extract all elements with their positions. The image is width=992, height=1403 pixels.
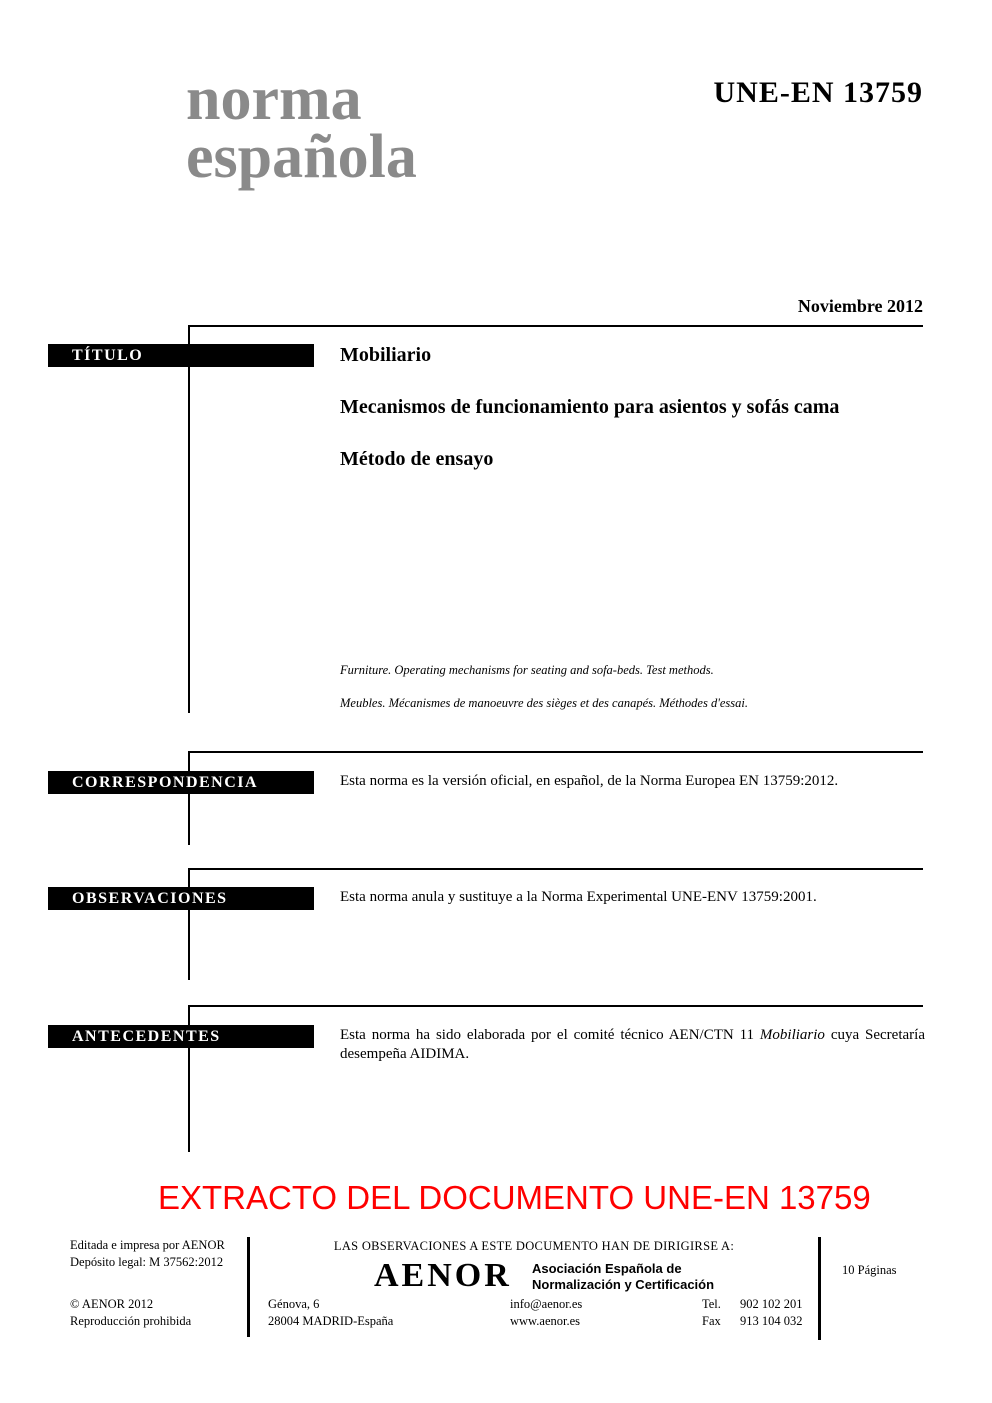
aenor-org-line-1: Asociación Española de	[532, 1261, 682, 1276]
title-french: Meubles. Mécanismes de manoeuvre des sièges et des canapés. Méthodes d'essai.	[340, 696, 749, 710]
footer-deposit-line: Depósito legal: M 37562:2012	[70, 1255, 224, 1269]
footer-publisher-line: Editada e impresa por AENOR	[70, 1238, 225, 1252]
footer-divider-right	[818, 1237, 821, 1340]
correspondencia-text: Esta norma es la versión oficial, en español, de la Norma Europea EN 13759:2012.	[340, 773, 839, 789]
footer-notice: LAS OBSERVACIONES A ESTE DOCUMENTO HAN DE DIRIGIRSE A:	[333, 1239, 735, 1253]
footer-tel-number: 902 102 201	[740, 1297, 803, 1311]
footer-fax-label: Fax	[702, 1314, 721, 1328]
antecedentes-label: ANTECEDENTES	[72, 1027, 221, 1045]
footer-copyright-block	[70, 1296, 191, 1330]
footer-fax-number: 913 104 032	[740, 1314, 803, 1328]
antecedentes-text-before: Esta norma ha sido elaborada por el comité técnico AEN/CTN 11	[340, 1027, 760, 1043]
aenor-org-name	[532, 1261, 714, 1293]
observaciones-label: OBSERVACIONES	[72, 889, 228, 907]
footer-phone-labels	[702, 1296, 721, 1330]
correspondencia-label-bar	[48, 771, 314, 794]
antecedentes-text	[340, 1026, 925, 1064]
titulo-vertical-rule	[188, 325, 190, 713]
antecedentes-top-rule	[188, 1005, 923, 1007]
norma-espanola-logo	[186, 65, 417, 191]
footer-phone-numbers	[740, 1296, 803, 1330]
brand-line-1: norma	[186, 65, 362, 133]
correspondencia-top-rule	[188, 751, 923, 753]
titulo-label: TÍTULO	[72, 346, 144, 364]
observaciones-vertical-rule	[188, 868, 190, 980]
observaciones-text: Esta norma anula y sustituye a la Norma Experimental UNE-ENV 13759:2001.	[340, 889, 817, 905]
title-line-3: Método de ensayo	[340, 448, 494, 470]
brand-line-2: española	[186, 123, 417, 191]
observaciones-label-bar	[48, 887, 314, 910]
footer-publisher-block	[70, 1237, 225, 1271]
titulo-top-rule	[188, 325, 923, 327]
correspondencia-label: CORRESPONDENCIA	[72, 773, 259, 791]
footer-copyright-line: © AENOR 2012	[70, 1297, 154, 1311]
footer-tel-label: Tel.	[702, 1297, 721, 1311]
footer-address-city: 28004 MADRID-España	[268, 1314, 394, 1328]
title-line-2: Mecanismos de funcionamiento para asientos y sofás cama	[340, 396, 840, 418]
footer-email: info@aenor.es	[510, 1297, 583, 1311]
titulo-label-bar	[48, 344, 314, 367]
antecedentes-text-italic: Mobiliario	[759, 1027, 825, 1043]
aenor-org-line-2: Normalización y Certificación	[532, 1277, 715, 1292]
antecedentes-text-after: cuya Secretaría desempeña AIDIMA.	[340, 1027, 925, 1062]
footer-address-block	[268, 1296, 393, 1330]
title-line-1: Mobiliario	[340, 344, 432, 366]
footer-address-street: Génova, 6	[268, 1297, 320, 1311]
antecedentes-label-bar	[48, 1025, 314, 1048]
title-english: Furniture. Operating mechanisms for seating and sofa-beds. Test methods.	[340, 663, 714, 677]
footer-contact-block	[510, 1296, 582, 1330]
footer-page-count: 10 Páginas	[842, 1263, 897, 1277]
document-date: Noviembre 2012	[797, 296, 923, 316]
correspondencia-vertical-rule	[188, 751, 190, 845]
document-code: UNE-EN 13759	[713, 76, 923, 109]
extracto-banner: EXTRACTO DEL DOCUMENTO UNE-EN 13759	[158, 1179, 871, 1216]
footer-website: www.aenor.es	[510, 1314, 581, 1328]
observaciones-top-rule	[188, 868, 923, 870]
footer-reproduction-line: Reproducción prohibida	[70, 1314, 192, 1328]
aenor-logo: AENOR	[374, 1257, 512, 1294]
